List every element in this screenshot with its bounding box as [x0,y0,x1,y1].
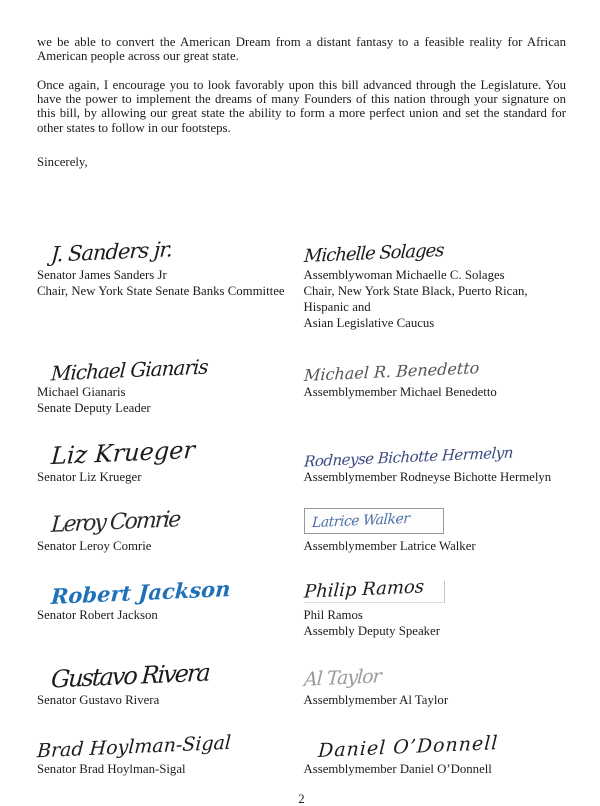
signer-name: Assemblymember Rodneyse Bichotte Hermelyn [303,470,552,485]
signature-row [37,719,566,778]
signature-block-odonnell [302,719,567,778]
signature-block-taylor [302,650,567,709]
signature-block-sanders [37,225,302,332]
signature-handwriting: Robert Jackson [50,576,232,610]
signer-title-2: Asian Legislative Caucus [303,316,435,331]
signature-handwriting: Michael Gianaris [50,354,209,386]
signature-frame-box [304,508,444,534]
signer-name: Assemblymember Michael Benedetto [303,385,497,400]
signature-handwriting: Daniel O’Donnell [316,732,499,763]
signature-area [37,650,302,694]
signature-block-hoylman-sigal [37,719,302,778]
signature-block-krueger [37,427,302,486]
signature-block-solages [302,225,567,332]
signature-block-gianaris [37,342,302,417]
signature-block-comrie [37,496,302,555]
signature-area [302,650,567,691]
signature-handwriting: Al Taylor [302,665,381,691]
signature-handwriting: J. Sanders jr. [50,237,173,267]
signer-title: Assembly Deputy Speaker [303,624,440,639]
signature-handwriting: Gustavo Rivera [50,658,210,694]
signature-handwriting: Michael R. Benedetto [303,358,480,386]
signature-row [37,650,566,709]
signature-block-walker [302,496,567,555]
signature-area [303,342,567,386]
body-paragraph-2: Once again, I encourage you to look favorably upon this bill advanced through the Legislature. You have the power to implement the dreams of many Founders of this nation through your signature on this bill, by allowing our great state the ability to form a more perfect union and set the standard for other states to follow in our footsteps. [37,77,566,135]
signature-handwriting: Rodneyse Bichotte Hermelyn [303,443,514,471]
signature-row [37,565,566,640]
signer-title: Senate Deputy Leader [37,401,151,416]
signature-grid [37,225,566,778]
signature-area [304,719,567,763]
signer-name: Senator Leroy Comrie [37,539,152,554]
signature-handwriting: Liz Krueger [50,436,196,471]
signer-title: Chair, New York State Black, Puerto Rican, Hispanic and [303,284,528,315]
signer-name: Senator James Sanders Jr [37,268,167,283]
signer-name: Assemblymember Latrice Walker [303,539,476,554]
signer-name: Michael Gianaris [37,385,126,400]
signature-area [37,342,302,386]
signer-name: Senator Liz Krueger [37,470,142,485]
signer-name: Senator Robert Jackson [37,608,158,623]
signature-handwriting: Latrice Walker [311,510,410,532]
signature-block-bichotte-hermelyn [302,427,567,486]
closing-salutation: Sincerely, [37,154,88,169]
signature-row [37,427,566,486]
signature-row [37,496,566,555]
signature-area [37,427,302,471]
signature-area [36,719,302,763]
body-paragraph-1: we be able to convert the American Dream from a distant fantasy to a feasible reality for African American people across our great state. [37,35,566,64]
signature-area [37,496,302,539]
signer-name: Senator Gustavo Rivera [37,693,160,708]
signature-block-rivera [37,650,302,709]
signature-handwriting: Michelle Solages [302,240,444,268]
signature-block-benedetto [302,342,567,417]
signature-handwriting: Leroy Comrie [50,507,181,539]
signer-name: Assemblywoman Michaelle C. Solages [303,268,505,283]
signature-area [37,225,302,267]
signer-name: Assemblymember Daniel O’Donnell [303,762,492,777]
signer-name: Phil Ramos [303,608,363,623]
signature-area [304,496,567,534]
signature-area [303,427,567,471]
signature-area [302,225,567,268]
signature-block-ramos [302,565,567,640]
page-number: 2 [298,792,305,806]
signer-title: Chair, New York State Senate Banks Committee [37,284,285,299]
signature-area [37,565,302,610]
signature-area [304,565,567,603]
signer-name: Senator Brad Hoylman-Sigal [37,762,186,777]
signature-handwriting: Brad Hoylman-Sigal [36,731,232,763]
signature-row [37,342,566,417]
signer-name: Assemblymember Al Taylor [303,693,449,708]
signature-handwriting: Philip Ramos [302,576,425,603]
signature-frame-corner [302,576,445,603]
signature-row [37,225,566,332]
signature-block-jackson [37,565,302,640]
